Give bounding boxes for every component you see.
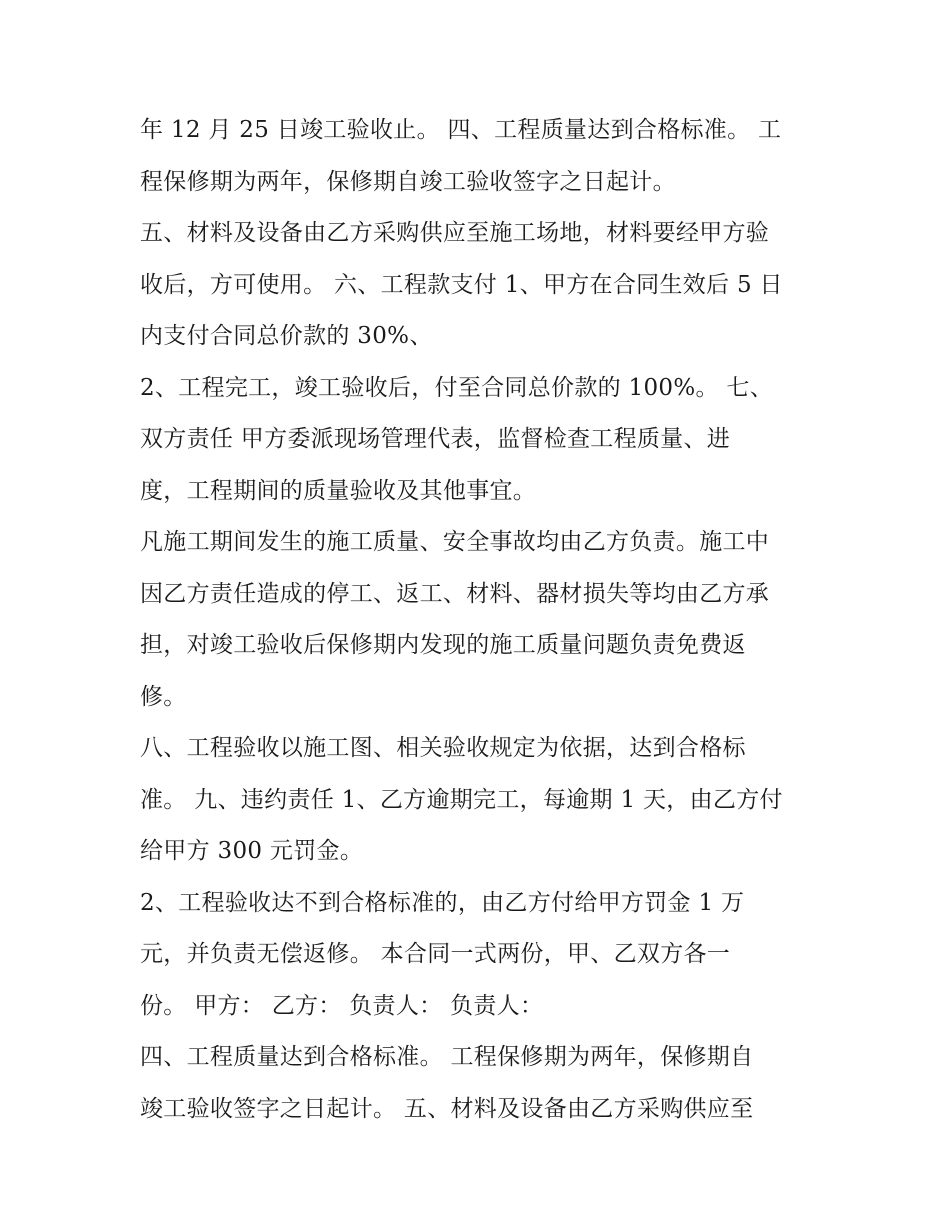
text-line: 五、材料及设备由乙方采购供应至施工场地，材料要经甲方验 bbox=[140, 220, 770, 246]
text-line: 内支付合同总价款的 30%、 bbox=[140, 323, 433, 349]
text-line: 程保修期为两年，保修期自竣工验收签字之日起计。 bbox=[140, 168, 676, 195]
text-line: 八、工程验收以施工图、相关验收规定为依据，达到合格标 bbox=[140, 735, 746, 761]
document-body bbox=[140, 105, 830, 1135]
text-line: 元，并负责无偿返修。 本合同一式两份，甲、乙双方各一 bbox=[140, 941, 731, 967]
text-line: 凡施工期间发生的施工质量、安全事故均由乙方负责。施工中 bbox=[140, 529, 770, 555]
text-line: 修。 bbox=[140, 683, 187, 710]
text-line: 收后，方可使用。 六、工程款支付 1、甲方在合同生效后 5 日 bbox=[140, 271, 783, 298]
text-line: 2、工程完工，竣工验收后，付至合同总价款的 100%。 七、 bbox=[140, 374, 774, 401]
text-line: 年 12 月 25 日竣工验收止。 四、工程质量达到合格标准。 工 bbox=[140, 117, 782, 143]
text-line: 竣工验收签字之日起计。 五、材料及设备由乙方采购供应至 bbox=[140, 1095, 754, 1122]
text-line: 双方责任 甲方委派现场管理代表，监督检查工程质量、进 bbox=[140, 426, 731, 452]
text-line: 度，工程期间的质量验收及其他事宜。 bbox=[140, 477, 537, 504]
text-line: 因乙方责任造成的停工、返工、材料、器材损失等均由乙方承 bbox=[140, 580, 770, 607]
text-line: 2、工程验收达不到合格标准的，由乙方付给甲方罚金 1 万 bbox=[140, 889, 745, 916]
text-line: 份。 甲方： 乙方： 负责人： 负责人： bbox=[140, 992, 544, 1019]
text-line: 给甲方 300 元罚金。 bbox=[140, 838, 364, 864]
text-line: 担，对竣工验收后保修期内发现的施工质量问题负责免费返 bbox=[140, 632, 746, 658]
text-line: 四、工程质量达到合格标准。 工程保修期为两年，保修期自 bbox=[140, 1044, 754, 1070]
text-line: 准。 九、违约责任 1、乙方逾期完工，每逾期 1 天，由乙方付 bbox=[140, 786, 783, 813]
